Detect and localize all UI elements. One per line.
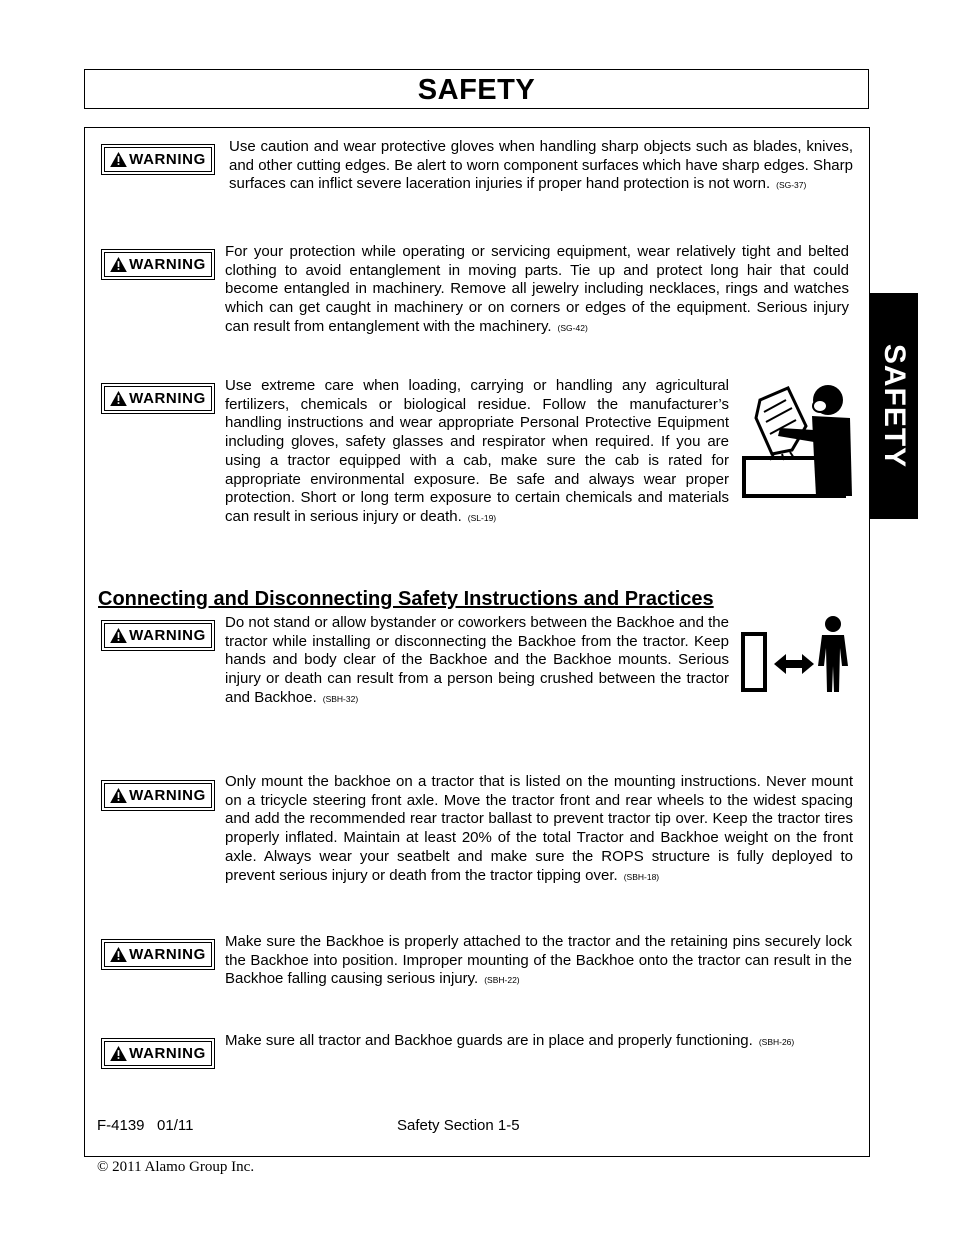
side-tab: [869, 293, 918, 519]
warning-text: [229, 138, 853, 195]
warning-badge: [101, 939, 215, 970]
warning-body: Make sure the Backhoe is properly attached to the tractor and the retaining pins securely lock the Backhoe into position. Improper mounting of the Backhoe onto the tractor can result in the Backhoe falling causing serious injury.: [225, 933, 852, 988]
side-tab-label: SAFETY: [877, 343, 911, 469]
warning-text: [225, 933, 852, 990]
warning-label: WARNING: [129, 627, 206, 644]
page-title: SAFETY: [417, 74, 536, 106]
reference-code: (SBH-18): [623, 871, 660, 882]
reference-code: (SG-42): [557, 322, 588, 333]
warning-badge: [101, 620, 215, 651]
reference-code: (SG-37): [776, 180, 807, 191]
warning-label: WARNING: [129, 390, 206, 407]
warning-label: WARNING: [129, 946, 206, 963]
warning-triangle-icon: [110, 788, 127, 803]
warning-body: Only mount the backhoe on a tractor that is listed on the mounting instructions. Never mount on a tricycle steering front axle. Move the tractor front and rear wheels to the widest spacing and add the recommended rear tractor ballast to prevent tractor tip over. Keep the tractor tires properly inflated. Maintain at least 20% of the total Tractor and Backhoe weight on the front axle. Always wear your seatbelt and make sure the ROPS structure is fully deployed to prevent serious injury or death from the tractor tipping over.: [225, 773, 853, 884]
page-number: Safety Section 1-5: [397, 1117, 520, 1134]
warning-body: Do not stand or allow bystander or coworkers between the Backhoe and the tractor while installing or disconnecting the Backhoe from the tractor. Keep hands and body clear of the Backhoe and the Backhoe mounts. Serious injury or death can result from a person being crushed between the tractor and Backhoe.: [225, 614, 729, 706]
warning-triangle-icon: [110, 628, 127, 643]
warning-text: [225, 243, 849, 338]
warning-badge: [101, 780, 215, 811]
reference-code: (SBH-22): [484, 975, 520, 986]
warning-triangle-icon: [110, 257, 127, 272]
warning-badge: [101, 383, 215, 414]
warning-body: Use extreme care when loading, carrying or handling any agricultural fertilizers, chemicals or biological residue. Follow the manufacturer’s handling instructions and wear appropriate Personal Protective Equipment including gloves, safety glasses and respirator when required. If you are using a tractor equipped with a cab, make sure the cab is rated for appropriate environmental exposure. Be safe and always wear proper protection. Short or long term exposure to certain chemicals and materials can result in serious injury or death.: [225, 377, 729, 525]
warning-badge: [101, 249, 215, 280]
warning-text: [225, 773, 853, 886]
reference-code: (SL-19): [467, 512, 497, 523]
document-number: F-4139 01/11: [97, 1117, 194, 1134]
warning-text: [225, 377, 729, 528]
reference-code: (SBH-32): [322, 693, 359, 704]
warning-text: [225, 614, 729, 709]
warning-badge: [101, 1038, 215, 1069]
reference-code: (SBH-26): [758, 1037, 795, 1047]
warning-triangle-icon: [110, 391, 127, 406]
chemical-handling-pictogram: [740, 378, 854, 500]
warning-text: [225, 1032, 853, 1052]
warning-body: For your protection while operating or servicing equipment, wear relatively tight and belted clothing to avoid entanglement in moving parts. Tie up and protect long hair that could become entangled in machinery. Remove all jewelry including necklaces, rings and watches which can get caught in machinery or on corners or edges of the equipment. Serious injury can result from entanglement with the machinery.: [225, 243, 849, 335]
warning-label: WARNING: [129, 1045, 206, 1062]
warning-badge: [101, 144, 215, 175]
warning-label: WARNING: [129, 256, 206, 273]
warning-triangle-icon: [110, 152, 127, 167]
header-box: [84, 69, 869, 109]
warning-triangle-icon: [110, 947, 127, 962]
crush-hazard-pictogram: [740, 614, 854, 694]
warning-triangle-icon: [110, 1046, 127, 1061]
warning-body: Use caution and wear protective gloves when handling sharp objects such as blades, knives, and other cutting edges. Be alert to worn component surfaces which have sharp edges. Sharp surfaces can inflict severe laceration injuries if proper hand protection is not worn.: [229, 138, 853, 193]
section-heading: Connecting and Disconnecting Safety Instructions and Practices: [98, 588, 714, 610]
copyright-notice: © 2011 Alamo Group Inc.: [97, 1159, 255, 1175]
warning-label: WARNING: [129, 787, 206, 804]
warning-label: WARNING: [129, 151, 206, 168]
warning-body: Make sure all tractor and Backhoe guards are in place and properly functioning.: [225, 1032, 753, 1049]
